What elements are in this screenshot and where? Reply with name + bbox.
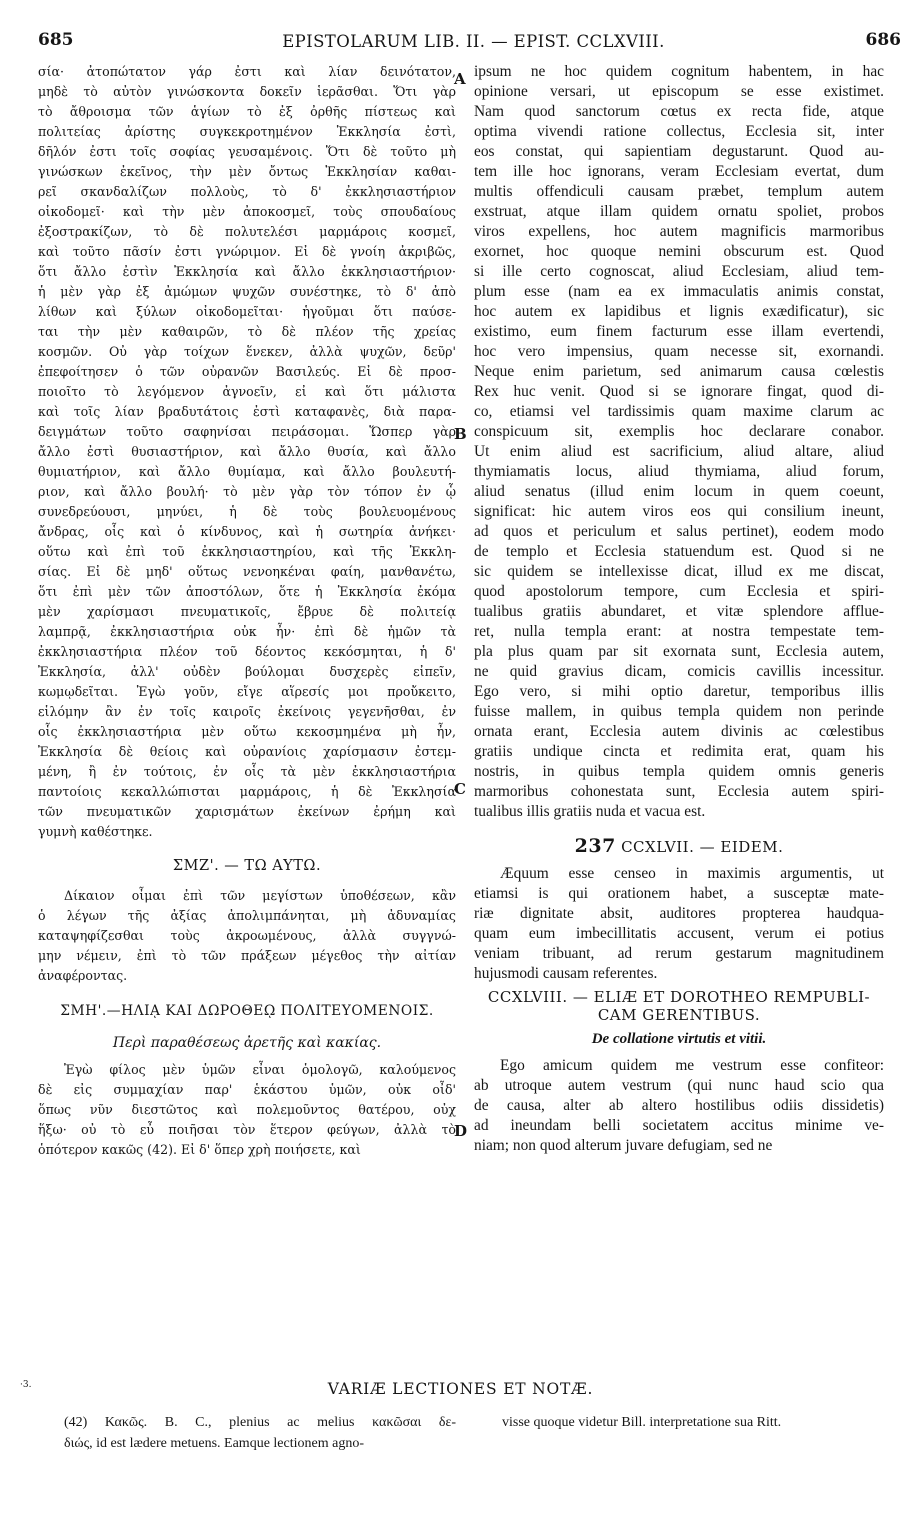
text-line: Ego amicum quidem me vestrum esse confiteor: bbox=[500, 1057, 884, 1074]
margin-letter-a: A bbox=[454, 70, 466, 88]
greek-subtitle-248: Περὶ παραθέσεως ἀρετῆς καὶ κακίας. bbox=[112, 1035, 382, 1051]
text-line: Ἐκκλησία δὲ θείοις καὶ οὐρανίοις χαρίσμασιν ἐστεμ- bbox=[38, 744, 456, 759]
text-line: ad quos et periculum et salus pertinet), eodem modo bbox=[474, 523, 884, 540]
text-line: μὲν χαρίσμασι πνευματικοῖς, ἔβρυε δὲ πολιτείᾳ bbox=[38, 604, 456, 619]
text-line: ἐξοστρακίζων, τὸ δὲ πολυτελέσι μαρμάροις κοσμεῖ, bbox=[38, 224, 456, 239]
text-line: ne quid gravius dicam, comicis cavillis incessitur. bbox=[474, 663, 884, 680]
greek-letter-248-text bbox=[38, 1060, 456, 1160]
latin-letter-248-text bbox=[474, 1056, 884, 1156]
text-line: ret, nulla templa erant: at nostra tempestate tem- bbox=[474, 623, 884, 640]
text-line: Ἐγὼ φίλος μὲν ὑμῶν εἶναι ὁμολογῶ, καλούμενος bbox=[64, 1062, 456, 1077]
margin-letter-c: C bbox=[454, 780, 466, 798]
text-line: ται τὴν μὲν καθαιρῶν, τὸ δὲ πλέον τῆς χρείας bbox=[38, 324, 456, 339]
latin-heading-248 bbox=[474, 988, 884, 1024]
text-line: λαμπρᾷ, ἐκκλησιαστήρια οὐκ ἦν· ἐπὶ δὲ ἡμῶν τὰ bbox=[38, 624, 456, 639]
text-line: eos constat, qui sapientiam degustarunt. Quod au- bbox=[474, 143, 884, 160]
latin-subtitle-248: De collatione virtutis et vitii. bbox=[591, 1031, 767, 1047]
text-line: Rex huc venit. Quod si se ignorare fingat, quod di- bbox=[474, 383, 884, 400]
text-line: tem ille hoc ignorans, veram Ecclesiam evertat, dum bbox=[474, 163, 884, 180]
text-line: εἱλόμην ἂν ἐν τοῖς καιροῖς ἐκείνοις γεγενῆσθαι, ἐν bbox=[38, 704, 456, 719]
greek-heading-248: ΣΜΗ'.—ΗΛΙᾼ ΚΑΙ ΔΩΡΟΘΕῼ ΠΟΛΙΤΕΥΟΜΕΝΟΙΣ. bbox=[60, 1003, 434, 1019]
text-line: τῶν πνευματικῶν χαρισμάτων ἐκείνων ἐρήμη καὶ bbox=[38, 804, 456, 819]
text-line: de causa, alter ab altero hostilibus odiis dissidetis) bbox=[474, 1097, 884, 1114]
latin-letter-267-text bbox=[474, 62, 884, 822]
text-line: de templo et Ecclesia statuendum est. Quod si ne bbox=[474, 543, 884, 560]
text-line: πολιτείας ἀρίστης συγκεκροτημένον Ἐκκλησία ἐστὶ, bbox=[38, 124, 456, 139]
text-line: marmoribus cohonestata sunt, Ecclesia autem spiri- bbox=[474, 783, 884, 800]
greek-heading-247: ΣΜΖ'. — ΤΩ ΑΥΤΩ. bbox=[172, 858, 322, 874]
text-line: si ille certo cognoscat, aliud Ecclesiam, aliud tem- bbox=[474, 263, 884, 280]
text-line: κοσμῶν. Οὐ γὰρ τοίχων ἕνεκεν, ἀλλὰ ψυχῶν, δεῦρ' bbox=[38, 344, 456, 359]
text-line: existimo, eum finem facturum esse illam evertendi, bbox=[474, 323, 884, 340]
text-line: ὁ λέγων τῆς ἀξίας ἀπολιμπάνηται, μὴ ἀδυναμίας bbox=[38, 908, 456, 923]
text-line: hoc vero impensius, quam necesse sit, exornandi. bbox=[474, 343, 884, 360]
text-line: hujusmodi causam referentes. bbox=[474, 965, 658, 982]
text-line: exstruat, atque illam quidem ornatu spoliet, probos bbox=[474, 203, 884, 220]
text-line: ἄλλο ἐστὶ θυσιαστήριον, καὶ ἄλλο θυσία, καὶ ἄλλο bbox=[38, 444, 456, 459]
text-line: quod apostolorum tempore, cum Ecclesia et spiri- bbox=[474, 583, 884, 600]
text-line: Ut enim aliud est sacrificium, aliud altare, aliud bbox=[474, 443, 884, 460]
text-line: gratiis undique cincta et redimita erat, quam his bbox=[474, 743, 884, 760]
text-line: λίθων καὶ ξύλων οἰκοδομεῖται· ἡγοῦμαι ὅτι παύσε- bbox=[38, 304, 456, 319]
text-line: παντοίοις κεκαλλώπισται μαρμάροις, ἡ δὲ Ἐκκλησία bbox=[38, 784, 456, 799]
text-line: οἰκοδομεῖ· καὶ τὴν μὲν ἀποκοσμεῖ, τοὺς σπουδαίους bbox=[38, 204, 456, 219]
edition-column-number: 237 bbox=[574, 835, 616, 857]
text-line: quam eum imbecillitatis accusent, verum ei potius bbox=[474, 925, 884, 942]
greek-letter-267-text bbox=[38, 62, 456, 842]
text-line: nostris, in quibus templa quidem omnis generis bbox=[474, 763, 884, 780]
text-line: συνεδρεύουσι, μηνύει, ἡ δὲ τοὺς βουλευομένους bbox=[38, 504, 456, 519]
text-line: ἐπεφοίτησεν ὁ τῶν οὐρανῶν Βασιλεύς. Εἰ δὲ προσ- bbox=[38, 364, 456, 379]
notes-left bbox=[64, 1412, 456, 1454]
text-line: ἡ μὲν γὰρ ἐξ ἀμώμων ψυχῶν συνέστηκε, τὸ δ' ἀπὸ bbox=[38, 284, 456, 299]
text-line: conspicuum sit, exemplis hoc declarare conabor. bbox=[474, 423, 884, 440]
latin-column bbox=[474, 62, 884, 1156]
latin-heading-247-label: CCXLVII. — EIDEM. bbox=[621, 838, 784, 856]
text-line: ρεῖ σκανδαλίζων πολλοὺς, τὸ δ' ἐκκλησιαστήριον bbox=[38, 184, 456, 199]
text-line: fuisse mallem, in quibus templa quidem non perinde bbox=[474, 703, 884, 720]
text-line: co, etiamsi vel tardissimis quam maxime clarum ac bbox=[474, 403, 884, 420]
text-line: Ego vero, si mihi optio daretur, temporibus illis bbox=[474, 683, 884, 700]
text-line: riæ dignitate absit, auditores propterea haudqua- bbox=[474, 905, 884, 922]
text-line: κωμῳδεῖται. Ἐγὼ γοῦν, εἴγε αἵρεσίς μοι προὔκειτο, bbox=[38, 684, 456, 699]
text-line: sic quidem se intellexisse dicat, illud ex me discat, bbox=[474, 563, 884, 580]
text-line: ὅτι ἄλλο ἐστὶν Ἐκκλησία καὶ ἄλλο ἐκκλησιαστήριον· bbox=[38, 264, 456, 279]
note-line: (42) Κακῶς. B. C., plenius ac melius κακῶσαι δε- bbox=[64, 1415, 456, 1430]
page-number-right: 686 bbox=[865, 30, 901, 50]
text-line: pla plus quam par sit exornata sunt, Ecclesia autem, bbox=[474, 643, 884, 660]
text-line: Neque enim parietum, sed animarum causa cœlestis bbox=[474, 363, 884, 380]
latin-heading-247 bbox=[474, 834, 884, 858]
text-line: optima vivendi ratione collectus, Ecclesia sit, inter bbox=[474, 123, 884, 140]
text-line: ipsum ne hoc quidem cognitum habentem, in hac bbox=[474, 63, 884, 80]
margin-letter-b: B bbox=[454, 425, 467, 443]
text-line: Δίκαιον οἶμαι ἐπὶ τῶν μεγίστων ὑποθέσεων, κἂν bbox=[64, 888, 456, 903]
text-line: exornet, hoc quoque nemini obscurum est. Quod bbox=[474, 243, 884, 260]
text-line: γυμνὴ καθέστηκε. bbox=[38, 824, 153, 839]
latin-letter-247-text bbox=[474, 864, 884, 984]
text-line: δειγμάτων τοῦτο σαφηνίσαι πειράσομαι. Ὥσπερ γὰρ bbox=[38, 424, 456, 439]
text-line: ἥξω· οὐ τὸ εὖ ποιῆσαι τὸν ἕτερον φεύγων, ἀλλὰ τὸ bbox=[38, 1122, 456, 1137]
text-line: veniam tribuant, ad rerum gestarum magnitudinem bbox=[474, 945, 884, 962]
text-line: μένη, ἢ ἐν τούτοις, ἐν οἷς τὰ μὲν ἐκκλησιαστήρια bbox=[38, 764, 456, 779]
text-line: multis offendiculi causam præbet, templum autem bbox=[474, 183, 884, 200]
text-line: ad ineundam belli societatem accitus minime ve- bbox=[474, 1117, 884, 1134]
text-line: plum esse (nam ea ex immaculatis animis constat, bbox=[474, 283, 884, 300]
latin-heading-248-line: CAM GERENTIBUS. bbox=[597, 1006, 761, 1024]
text-line: significat: hic autem viros eos qui consilium ineunt, bbox=[474, 503, 884, 520]
greek-letter-247-text bbox=[38, 886, 456, 986]
text-line: tualibus illis gratiis nuda et vacua est. bbox=[474, 803, 706, 820]
text-line: ἐκκλησιαστήρια πλέον τοῦ δέοντος κεκόσμηται, ἡ δ' bbox=[38, 644, 456, 659]
text-line: ὅτι ἐπὶ μὲν τῶν ἀποστόλων, ὅτε ἡ Ἐκκλησία ἐκόμα bbox=[38, 584, 456, 599]
text-line: οἷς ἐκκλησιαστήρια μὲν οὕτω κεκοσμημένα μὴ ἦν, bbox=[38, 724, 456, 739]
running-head bbox=[38, 30, 909, 56]
notes-title: VARIÆ LECTIONES ET NOTÆ. bbox=[327, 1380, 594, 1398]
margin-letter-d: D bbox=[454, 1122, 468, 1140]
text-line: ornata erant, Ecclesia autem divinis ac cœlestibus bbox=[474, 723, 884, 740]
text-line: tualibus gratiis abundaret, et vitæ splendore afflue- bbox=[474, 603, 884, 620]
text-line: γινώσκων ἐκεῖνος, τὴν μὲν ὄντως Ἐκκλησίαν καθαι- bbox=[38, 164, 456, 179]
note-line: visse quoque videtur Bill. interpretatione sua Ritt. bbox=[502, 1415, 782, 1430]
text-line: Æquum esse censeo in maximis argumentis, ut bbox=[500, 865, 884, 882]
text-line: καὶ τοῖς λίαν βραδυτάτοις ἐστὶ καταφανὲς, διὰ παρα- bbox=[38, 404, 456, 419]
text-line: opinione versari, ut episcopum se esse existimet. bbox=[474, 83, 884, 100]
running-title: EPISTOLARUM LIB. II. — EPIST. CCLXVIII. bbox=[282, 32, 665, 51]
text-line: niam; non quod alterum juvare defugiam, sed ne bbox=[474, 1137, 773, 1154]
text-line: ὁπότερον κακῶς (42). Εἰ δ' ὅπερ χρὴ ποιήσετε, καὶ bbox=[38, 1142, 361, 1157]
text-line: thymiamatis locus, aliud thymiama, aliud forum, bbox=[474, 463, 884, 480]
text-line: θυμιατήριον, καὶ ἄλλο θυμίαμα, καὶ ἄλλο βουλευτή- bbox=[38, 464, 456, 479]
footnote-marker: ·3. bbox=[20, 1380, 32, 1390]
text-line: ἄνδρας, οἷς καὶ ὁ κίνδυνος, καὶ ἡ σωτηρία ἀνήκει· bbox=[38, 524, 456, 539]
notes-right bbox=[502, 1412, 886, 1433]
text-line: ριον, καὶ ἄλλο βουλή· τὸ μὲν γὰρ τὸν τόπον ἐν ᾧ bbox=[38, 484, 456, 499]
text-line: hoc autem ex lapidibus et lignis exædificatur), sic bbox=[474, 303, 884, 320]
text-line: viros expellens, hoc autem magnificis marmoribus bbox=[474, 223, 884, 240]
text-line: μην νέμειν, ἐπὶ τὸ τῶν πράξεων μέγεθος τὴν αἰτίαν bbox=[38, 948, 456, 963]
text-line: Ἐκκλησία, ἀλλ' οὐδὲν βούλομαι δυσχερὲς εἰπεῖν, bbox=[38, 664, 456, 679]
text-line: δὲ εἰς συμμαχίαν παρ' ἑκάστου ὑμῶν, οὐκ οἶδ' bbox=[38, 1082, 456, 1097]
text-line: σία· ἀτοπώτατον γάρ ἐστι καὶ λίαν δεινότατον, bbox=[38, 64, 456, 79]
text-line: etiamsi is qui orationem habet, a susceptæ mate- bbox=[474, 885, 884, 902]
text-line: aliud senatus (illud enim locum in quem coeunt, bbox=[474, 483, 884, 500]
text-line: ποιοῖτο τὸ λεγόμενον ἀγνοεῖν, εἰ καὶ ὅτι μάλιστα bbox=[38, 384, 456, 399]
latin-heading-248-line: CCXLVIII. — ELIÆ ET DOROTHEO REMPUBLI- bbox=[487, 988, 871, 1006]
text-line: Nam quod sanctorum cœtus ex recta fide, atque bbox=[474, 103, 884, 120]
text-line: καὶ τοῦτο πᾶσίν ἐστι γνώριμον. Εἰ δὲ γνοίη ἀκριβῶς, bbox=[38, 244, 456, 259]
text-line: καταψηφίζεσθαι τοὺς ἀκροωμένους, ἀλλὰ συγγνώ- bbox=[38, 928, 456, 943]
greek-column bbox=[38, 62, 456, 1160]
text-line: ab utroque autem vestrum (qui nunc haud scio qua bbox=[474, 1077, 884, 1094]
text-line: ὅπως νῦν διεστῶτος καὶ πολεμοῦντος θατέρου, οὐχ bbox=[38, 1102, 456, 1117]
page-number-left: 685 bbox=[38, 30, 74, 50]
text-line: σίας. Εἰ δὲ μηδ' οὕτως νενοηκέναι φαίη, μανθανέτω, bbox=[38, 564, 456, 579]
text-line: μηδὲ τὸ αὐτὸν γινώσκοντα δοκεῖν ἱερᾶσθαι. Ὅτι γὰρ bbox=[38, 84, 456, 99]
text-line: δῆλόν ἐστι τοῖς σοφίας γευσαμένοις. Ὅτι δὲ τοῦτο μὴ bbox=[38, 144, 456, 159]
text-line: τὸ ἄθροισμα τῶν ἁγίων τὸ ἐξ ὀρθῆς πίστεως καὶ bbox=[38, 104, 456, 119]
text-line: οὕτω καὶ ἐπὶ τοῦ ἐκκλησιαστηρίου, καὶ τῆς Ἐκκλη- bbox=[38, 544, 456, 559]
text-line: ἀναφέροντας. bbox=[38, 968, 128, 983]
note-line: διώς, id est lædere metuens. Eamque lectionem agno- bbox=[64, 1436, 364, 1451]
